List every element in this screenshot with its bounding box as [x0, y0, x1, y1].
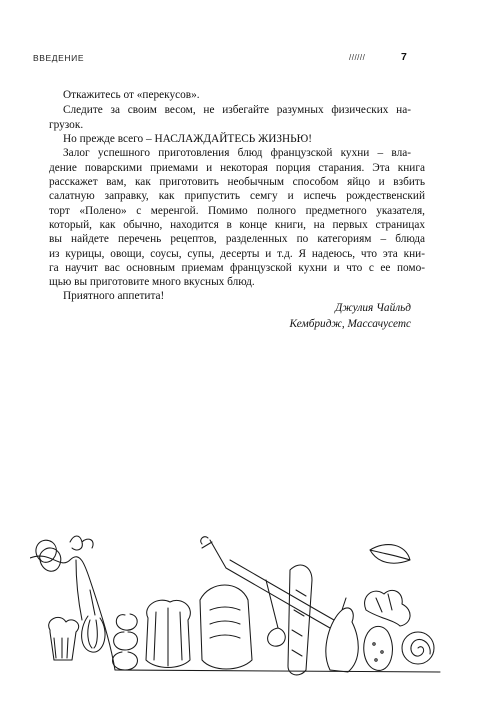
text-line: из курицы, овощи, соусы, супы, десерты и т.д. Я надеюсь, что эта кни- — [49, 247, 425, 260]
pastry-dot — [375, 659, 377, 661]
text-line: грузок. — [49, 118, 84, 131]
cinnamon-roll-swirl — [411, 639, 430, 656]
text-line: Залог успешного приготовления блюд французской кухни – вла- — [63, 147, 411, 160]
pear-icon — [326, 598, 358, 672]
bundt-cake-icon — [146, 600, 190, 667]
rolling-pin-icon — [201, 537, 334, 628]
bread-loaf-icon — [200, 585, 252, 669]
page-number: 7 — [401, 51, 407, 63]
text-line: торт «Полено» с меренгой. Помимо полного предметного указателя, — [49, 204, 425, 217]
text-line: салатную заправку, как припустить семгу и испечь рождественский — [49, 190, 425, 203]
signature-name: Джулия Чайльд — [335, 302, 411, 314]
leaf-icon — [370, 545, 410, 564]
running-head-decoration: ////// — [349, 53, 366, 62]
running-head-section-title: ВВЕДЕНИЕ — [33, 53, 85, 63]
whisk-icon — [82, 590, 105, 652]
kitchen-line-illustration — [30, 520, 450, 690]
text-line: вы найдете перечень рецептов, разделенных по категориям – блюда — [49, 233, 425, 246]
croissant-icon — [365, 590, 411, 626]
text-line: Следите за своим весом, не избегайте разумных физических на- — [63, 104, 411, 117]
text-line: расскажет вам, как приготовить необычным способом яйцо и взбить — [49, 176, 425, 189]
text-line: Но прежде всего – НАСЛАЖДАЙТЕСЬ ЖИЗНЬЮ! — [63, 133, 313, 146]
pastry-dot — [381, 651, 383, 653]
macaron-stack-icon — [113, 614, 138, 670]
text-line: дение поварскими приемами и некоторая порция старания. Эта книга — [49, 161, 425, 174]
signature-place: Кембридж, Массачусетс — [289, 318, 411, 330]
body-text — [49, 88, 425, 290]
text-line: га научит вас основным приемам французской кухни и что с ее помо- — [49, 262, 425, 275]
closing-line: Приятного аппетита! — [63, 290, 165, 302]
signature — [290, 300, 411, 332]
text-line: щью вы приготовите много вкусных блюд. — [49, 276, 255, 289]
line-art-drawing — [30, 520, 450, 690]
pretzel-icon — [36, 540, 61, 571]
dotted-pastry-icon — [364, 626, 393, 670]
text-line: который, как обычно, находится в конце книги, на первых страницах — [49, 219, 425, 232]
baguette-icon — [288, 565, 312, 675]
text-line: Откажитесь от «перекусов». — [63, 89, 200, 101]
cupcake-icon — [49, 617, 79, 660]
pastry-dot — [373, 643, 375, 645]
